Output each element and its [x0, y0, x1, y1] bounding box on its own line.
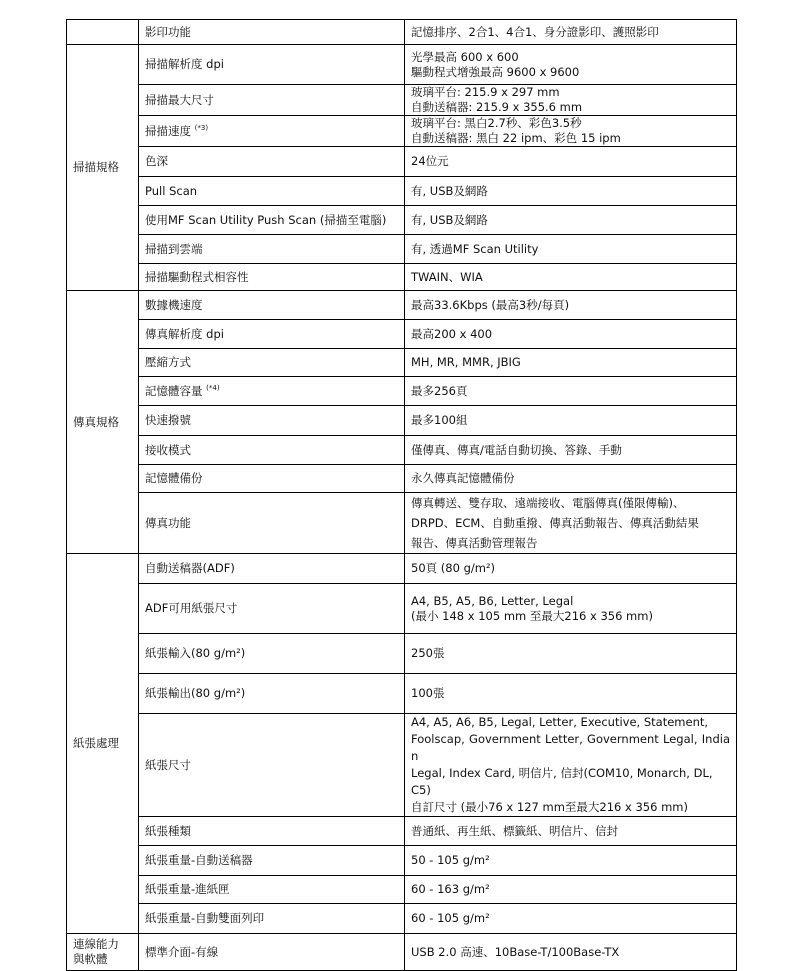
spec-label-cell	[139, 235, 405, 264]
spec-value-line: Foolscap, Government Letter, Government Legal, Indian	[411, 732, 730, 763]
spec-value-cell	[405, 20, 737, 45]
spec-value-cell	[405, 493, 737, 554]
spec-row	[67, 406, 737, 436]
spec-row	[67, 291, 737, 320]
spec-row	[67, 817, 737, 846]
spec-value-cell	[405, 377, 737, 406]
spec-label-cell	[139, 674, 405, 714]
spec-row	[67, 377, 737, 406]
spec-row	[67, 264, 737, 291]
spec-label-cell	[139, 291, 405, 320]
spec-label: 掃描解析度 dpi	[145, 57, 224, 71]
spec-row	[67, 934, 737, 971]
spec-label-cell	[139, 634, 405, 674]
spec-value-cell	[405, 45, 737, 85]
spec-label-cell	[139, 377, 405, 406]
group-label-line: 與軟體	[73, 952, 108, 966]
spec-value-line: Legal, Index Card, 明信片, 信封(COM10, Monarch, DL,	[411, 766, 713, 780]
spec-value-cell	[405, 264, 737, 291]
group-cell-paper: 紙張處理	[67, 554, 139, 934]
spec-value-cell	[405, 436, 737, 465]
spec-value-cell	[405, 584, 737, 634]
spec-label-cell	[139, 934, 405, 971]
spec-value-line: C5)	[411, 783, 431, 797]
spec-label-cell	[139, 147, 405, 177]
spec-value-line: 50頁 (80 g/m²)	[411, 561, 496, 575]
spec-row	[67, 116, 737, 147]
spec-value-cell	[405, 465, 737, 493]
spec-value-cell	[405, 554, 737, 584]
spec-label-cell	[139, 45, 405, 85]
spec-value-line: MH, MR, MMR, JBIG	[411, 355, 521, 369]
spec-label-cell	[139, 876, 405, 904]
spec-value-line: 報告、傳真活動管理報告	[411, 536, 538, 550]
spec-value-line: 自訂尺寸 (最小76 x 127 mm至最大216 x 356 mm)	[411, 800, 688, 814]
spec-value-line: TWAIN、WIA	[411, 269, 483, 284]
spec-row	[67, 206, 737, 235]
spec-label: Pull Scan	[145, 183, 198, 198]
spec-row	[67, 45, 737, 85]
spec-label-cell	[139, 584, 405, 634]
spec-value-line: 普通紙、再生紙、標籤紙、明信片、信封	[411, 823, 618, 838]
spec-label: 色深	[145, 154, 168, 168]
spec-value-line: USB 2.0 高速、10Base-T/100Base-TX	[411, 944, 620, 959]
spec-value-cell	[405, 235, 737, 264]
spec-value-line: 記憶排序、2合1、4合1、身分證影印、護照影印	[411, 24, 659, 39]
spec-table	[66, 19, 737, 971]
spec-label: 數據機速度	[145, 297, 203, 312]
spec-label: 傳真功能	[145, 515, 191, 530]
spec-value-cell	[405, 904, 737, 934]
spec-value-cell	[405, 634, 737, 674]
spec-label: 傳真解析度 dpi	[145, 326, 224, 341]
spec-value-line: 24位元	[411, 154, 449, 168]
spec-row	[67, 714, 737, 817]
spec-value-cell	[405, 406, 737, 436]
spec-label: 掃描最大尺寸	[145, 92, 214, 107]
spec-value-line: 60 - 163 g/m²	[411, 882, 490, 896]
spec-label-cell	[139, 177, 405, 206]
spec-label: 紙張重量-自動雙面列印	[145, 911, 265, 925]
spec-label: 紙張種類	[145, 823, 191, 838]
spec-value-cell	[405, 674, 737, 714]
spec-value-cell	[405, 934, 737, 971]
spec-label: 紙張輸入(80 g/m²)	[145, 646, 246, 660]
spec-value-line: A4, A5, A6, B5, Legal, Letter, Executive, Statement,	[411, 715, 709, 729]
spec-label-cell	[139, 493, 405, 554]
spec-label: 壓縮方式	[145, 355, 191, 369]
spec-row	[67, 177, 737, 206]
spec-label-cell	[139, 264, 405, 291]
spec-value-cell	[405, 291, 737, 320]
footnote-ref: (*3)	[194, 123, 209, 132]
spec-value-line: 50 - 105 g/m²	[411, 853, 490, 867]
spec-label-cell	[139, 206, 405, 235]
spec-value-line: 有, USB及網路	[411, 212, 488, 227]
spec-value-line: 傳真轉送、雙存取、遠端接收、電腦傳真(僅限傳輸)、	[411, 496, 685, 510]
spec-value-cell	[405, 846, 737, 876]
spec-row	[67, 493, 737, 554]
group-cell-empty	[67, 20, 139, 45]
spec-label-cell	[139, 349, 405, 377]
spec-label: 紙張重量-自動送稿器	[145, 853, 253, 867]
spec-label-cell	[139, 846, 405, 876]
spec-value-line: 最多256頁	[411, 383, 468, 398]
spec-label: 影印功能	[145, 24, 191, 39]
spec-label-cell	[139, 85, 405, 116]
spec-value-cell	[405, 817, 737, 846]
spec-value-line: 250張	[411, 646, 445, 660]
spec-row	[67, 876, 737, 904]
spec-row	[67, 554, 737, 584]
spec-value-line: A4, B5, A5, B6, Letter, Legal	[411, 593, 574, 608]
spec-row	[67, 904, 737, 934]
spec-row	[67, 674, 737, 714]
spec-row	[67, 584, 737, 634]
spec-value-line: 自動送稿器: 黑白 22 ipm、彩色 15 ipm	[411, 131, 621, 145]
spec-row	[67, 349, 737, 377]
spec-label-cell	[139, 904, 405, 934]
spec-label: 自動送稿器(ADF)	[145, 561, 235, 575]
spec-value-line: (最小 148 x 105 mm 至最大216 x 356 mm)	[411, 608, 653, 623]
spec-value-line: 最高33.6Kbps (最高3秒/每頁)	[411, 297, 570, 312]
spec-value-line: 僅傳真、傳真/電話自動切換、答錄、手動	[411, 442, 622, 457]
spec-value-cell	[405, 147, 737, 177]
spec-label-cell	[139, 714, 405, 817]
spec-value-cell	[405, 177, 737, 206]
spec-value-line: 自動送稿器: 215.9 x 355.6 mm	[411, 100, 583, 114]
spec-label-cell	[139, 406, 405, 436]
spec-value-cell	[405, 116, 737, 147]
group-cell-fax: 傳真規格	[67, 291, 139, 554]
spec-label: 掃描到雲端	[145, 241, 203, 256]
spec-value-line: 驅動程式增強最高 9600 x 9600	[411, 64, 580, 79]
spec-row	[67, 465, 737, 493]
spec-label: 記憶體備份	[145, 471, 203, 485]
spec-label: 紙張重量-進紙匣	[145, 882, 230, 896]
spec-label: ADF可用紙張尺寸	[145, 601, 238, 615]
group-cell-connectivity	[67, 934, 139, 971]
spec-label: 紙張輸出(80 g/m²)	[145, 686, 246, 700]
spec-value-cell	[405, 206, 737, 235]
spec-value-cell	[405, 876, 737, 904]
spec-value-line: 最高200 x 400	[411, 326, 493, 341]
spec-label: 標準介面-有線	[145, 944, 219, 959]
spec-value-cell	[405, 85, 737, 116]
spec-row	[67, 634, 737, 674]
group-cell-scan: 掃描規格	[67, 45, 139, 291]
spec-label-cell	[139, 116, 405, 147]
spec-value-line: 100張	[411, 686, 445, 700]
spec-label-cell	[139, 465, 405, 493]
spec-value-line: 有, 透過MF Scan Utility	[411, 241, 539, 256]
spec-row	[67, 85, 737, 116]
spec-label: 掃描驅動程式相容性	[145, 269, 249, 284]
spec-value-cell	[405, 320, 737, 349]
spec-value-line: 玻璃平台: 215.9 x 297 mm	[411, 85, 560, 99]
spec-row	[67, 436, 737, 465]
spec-row	[67, 147, 737, 177]
spec-label: 記憶體容量	[145, 383, 203, 398]
spec-label: 掃描速度	[145, 123, 191, 138]
spec-row	[67, 320, 737, 349]
spec-label: 快速撥號	[145, 413, 191, 427]
spec-value-cell	[405, 349, 737, 377]
spec-row	[67, 20, 737, 45]
spec-label-cell	[139, 554, 405, 584]
spec-label-cell	[139, 320, 405, 349]
spec-value-cell	[405, 714, 737, 817]
spec-label-cell	[139, 20, 405, 45]
spec-value-line: 有, USB及網路	[411, 183, 488, 198]
spec-value-line: 光學最高 600 x 600	[411, 49, 519, 64]
spec-value-line: 最多100組	[411, 413, 468, 427]
spec-row	[67, 846, 737, 876]
group-label-line: 連線能力	[73, 937, 119, 951]
spec-label-cell	[139, 817, 405, 846]
footnote-ref: (*4)	[206, 383, 220, 392]
spec-label: 接收模式	[145, 442, 191, 457]
spec-value-line: 玻璃平台: 黑白2.7秒、彩色3.5秒	[411, 116, 582, 130]
spec-value-line: 永久傳真記憶體備份	[411, 471, 515, 485]
spec-label-cell	[139, 436, 405, 465]
spec-label: 使用MF Scan Utility Push Scan (掃描至電腦)	[145, 212, 387, 227]
spec-value-line: DRPD、ECM、自動重撥、傳真活動報告、傳真活動結果	[411, 516, 699, 530]
spec-value-line: 60 - 105 g/m²	[411, 911, 490, 925]
spec-row	[67, 235, 737, 264]
spec-label: 紙張尺寸	[145, 757, 191, 772]
